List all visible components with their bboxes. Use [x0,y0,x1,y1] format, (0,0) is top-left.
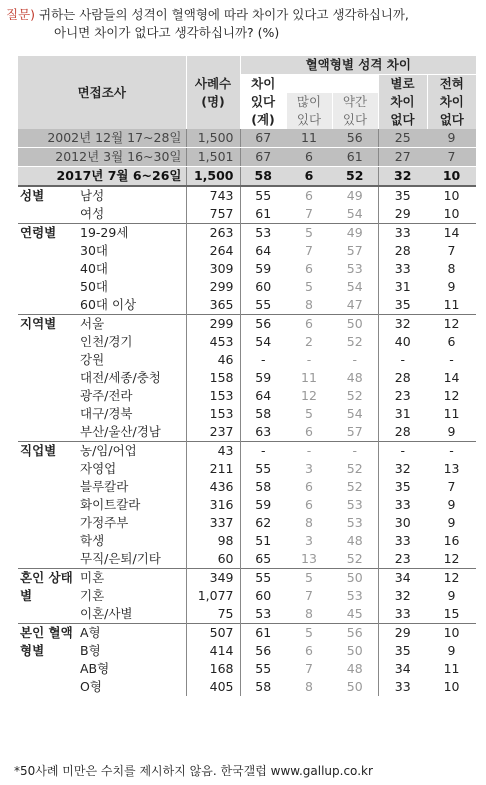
cell-some: 45 [346,606,363,621]
cell-some: 48 [346,370,363,385]
trend-yes: 67 [240,129,286,148]
cell-rarely: 33 [378,532,427,550]
sub-label: 농/임/어업 [80,442,186,461]
cell-n: 153 [186,405,240,423]
cell-much: 5 [286,624,332,643]
cell-rarely: 34 [378,569,427,588]
cell-n: 337 [186,514,240,532]
table-row [18,186,476,205]
cell-much: 6 [305,479,313,494]
trend-row-current [18,167,476,187]
cell-some: 48 [346,533,363,548]
cell-some: 52 [346,479,363,494]
table-row [18,296,476,315]
header-much-2: 있다 [286,111,332,129]
table-row [18,442,476,461]
cell-much: 6 [305,188,313,203]
trend-yes: 58 [240,167,286,187]
cell-much: 13 [301,551,317,566]
cell-none: 7 [447,479,456,494]
sub-label: 여성 [80,206,105,221]
table-row [18,624,476,643]
cell-much: 6 [305,643,313,658]
cell-n: 299 [186,278,240,296]
table-row [18,387,476,405]
cell-some: 50 [346,679,363,694]
sub-label: 자영업 [80,461,117,476]
header-some-1: 약간 [332,93,378,111]
cell-n: 507 [186,624,240,643]
cell-none: 12 [443,388,460,403]
cell-rarely: 35 [378,296,427,315]
cell-yes: 61 [240,624,286,643]
cell-rarely: 29 [378,624,427,643]
header-survey: 면접조사 [18,56,186,129]
cell-rarely: 31 [378,278,427,296]
sub-label: 화이트칼라 [80,497,141,512]
cell-n: 453 [186,333,240,351]
cell-rarely: 35 [378,642,427,660]
trend-none: 7 [427,148,476,167]
cell-some: 53 [346,261,363,276]
cell-yes: 63 [240,423,286,442]
cell-some: 56 [332,624,378,643]
cell-rarely: 28 [378,423,427,442]
cell-none: 11 [443,297,460,312]
cell-yes: 56 [240,642,286,660]
sub-label: 블루칼라 [80,479,129,494]
cell-much: 7 [305,588,313,603]
cell-none: 8 [447,261,456,276]
header-yes-3: (계) [240,111,286,129]
cell-n: 309 [186,260,240,278]
sub-label: A형 [80,624,186,643]
cell-none: 10 [443,188,460,203]
cell-much: 7 [305,206,313,221]
cell-yes: 65 [240,550,286,569]
cell-n: 158 [186,369,240,387]
cell-n: 436 [186,478,240,496]
cell-none: 9 [447,497,456,512]
cell-yes: 55 [240,460,286,478]
trend-row [18,129,476,148]
sub-label: 서울 [80,315,186,334]
table-row [18,678,476,696]
table-row [18,315,476,334]
cell-much: - [286,442,332,461]
sub-label: 미혼 [80,569,186,588]
cell-rarely: 35 [378,478,427,496]
cell-yes: 59 [240,496,286,514]
cell-yes: 55 [240,296,286,315]
cell-rarely: 33 [378,496,427,514]
cell-yes: 53 [240,224,286,243]
trend-rarely: 27 [378,148,427,167]
trend-label: 2012년 3월 16~30일 [18,148,186,167]
cell-none: 12 [443,551,460,566]
table-row [18,478,476,496]
cell-none: 11 [443,406,460,421]
cell-none: 9 [447,588,456,603]
cell-much: 8 [305,297,313,312]
cell-n: 98 [186,532,240,550]
table-row [18,242,476,260]
group-label: 연령별 [18,224,80,315]
cell-rarely: 33 [378,605,427,624]
cell-n: 75 [186,605,240,624]
question-label: 질문) [6,7,36,22]
trend-yes: 67 [240,148,286,167]
cell-much: 5 [286,224,332,243]
cell-some: 53 [346,515,363,530]
cell-much: 6 [305,424,313,439]
cell-none: 9 [447,279,456,294]
cell-much: 3 [305,533,313,548]
table-row [18,278,476,296]
table-row [18,224,476,243]
sub-label: 강원 [80,352,105,367]
header-rarely-1: 별로 [378,75,427,94]
cell-some: 52 [346,334,363,349]
cell-none: 7 [447,243,456,258]
cell-much: 5 [305,406,313,421]
trend-some: 52 [332,167,378,187]
cell-yes: 60 [240,278,286,296]
sub-label: 19-29세 [80,224,186,243]
trend-n: 1,500 [186,167,240,187]
cell-yes: - [240,351,286,369]
cell-yes: 56 [240,315,286,334]
cell-yes: 58 [240,678,286,696]
cell-much: 8 [305,679,313,694]
header-sample [186,56,240,129]
sub-label: B형 [80,643,101,658]
header-none-1: 전혀 [427,75,476,94]
group-label: 직업별 [18,442,80,569]
group-label: 혼인 상태별 [18,569,80,624]
cell-n: 349 [186,569,240,588]
table-row [18,550,476,569]
cell-rarely: 31 [378,405,427,423]
cell-n: 263 [186,224,240,243]
cell-much: 3 [305,461,313,476]
header-rarely-2: 차이 [378,93,427,111]
cell-none: 14 [427,224,476,243]
cell-yes: 55 [240,660,286,678]
cell-some: 54 [346,206,363,221]
table-row [18,205,476,224]
cell-n: 237 [186,423,240,442]
trend-some: 56 [332,129,378,148]
cell-none: - [427,442,476,461]
table-row [18,405,476,423]
header-sample-unit: (명) [201,93,225,109]
group-label: 지역별 [18,315,80,442]
header-none-3: 없다 [427,111,476,129]
cell-much: 6 [305,497,313,512]
table-row [18,460,476,478]
sub-label: 60대 이상 [80,297,137,312]
group-label: 본인 혈액형별 [18,624,80,697]
cell-some: - [352,352,357,367]
cell-n: 405 [186,678,240,696]
cell-n: 168 [186,660,240,678]
cell-some: 53 [346,588,363,603]
cell-none: 10 [427,624,476,643]
header-yes-2: 있다 [240,93,286,111]
cell-some: 48 [346,661,363,676]
trend-n: 1,501 [186,148,240,167]
sub-label: 학생 [80,533,105,548]
cell-some: 50 [332,569,378,588]
table-row [18,532,476,550]
cell-n: 60 [186,550,240,569]
cell-n: 299 [186,315,240,334]
cell-much: 8 [305,515,313,530]
sub-label: 광주/전라 [80,388,133,403]
cell-none: 11 [443,661,460,676]
cell-some: 57 [346,243,363,258]
cell-yes: 58 [240,478,286,496]
cell-none: 6 [447,334,456,349]
cell-rarely: 29 [378,205,427,224]
trend-row [18,148,476,167]
cell-none: 16 [443,533,460,548]
cell-rarely: 28 [378,242,427,260]
header-yes-1: 차이 [240,75,286,94]
cell-n: 365 [186,296,240,315]
sub-label: 50대 [80,279,108,294]
cell-n: 316 [186,496,240,514]
table-row [18,496,476,514]
header-group-title: 혈액형별 성격 차이 [240,56,476,75]
cell-some: 54 [346,279,363,294]
cell-some: 53 [346,497,363,512]
table-row [18,514,476,532]
sub-label: 이혼/사별 [80,606,133,621]
trend-label: 2002년 12월 17~28일 [18,129,186,148]
table-row [18,605,476,624]
cell-yes: 64 [240,387,286,405]
table-row [18,369,476,387]
cell-much: 6 [305,261,313,276]
cell-some: - [332,442,378,461]
cell-rarely: 35 [378,186,427,205]
cell-some: 50 [332,315,378,334]
cell-none: 10 [443,206,460,221]
cell-none: 9 [447,515,456,530]
trend-much: 6 [286,167,332,187]
cell-rarely: 33 [378,260,427,278]
cell-none: 10 [443,679,460,694]
cell-n: 211 [186,460,240,478]
cell-yes: 55 [240,186,286,205]
cell-some: 57 [346,424,363,439]
cell-rarely: 23 [378,550,427,569]
trend-some: 61 [332,148,378,167]
cell-yes: 55 [240,569,286,588]
trend-none: 10 [427,167,476,187]
header-none-2: 차이 [427,93,476,111]
cell-some: 52 [346,551,363,566]
sub-label: 무직/은퇴/기타 [80,551,161,566]
sub-label: 30대 [80,243,108,258]
footnote: *50사례 미만은 수치를 제시하지 않음. 한국갤럽 www.gallup.co.kr [14,764,373,778]
cell-none: 9 [447,643,456,658]
cell-none: 13 [443,461,460,476]
cell-much: 11 [301,370,317,385]
table-row [18,260,476,278]
cell-none: 12 [427,569,476,588]
cell-yes: 64 [240,242,286,260]
cell-rarely: 30 [378,514,427,532]
cell-yes: 51 [240,532,286,550]
sub-label: AB형 [80,661,110,676]
table-row [18,351,476,369]
sub-label: 대전/세종/충청 [80,370,161,385]
cell-rarely: 33 [378,678,427,696]
cell-none: - [449,352,454,367]
cell-yes: 60 [240,587,286,605]
cell-much: - [306,352,312,367]
header-sample-label: 사례수 [194,75,232,91]
cell-yes: 58 [240,405,286,423]
cell-yes: 59 [240,260,286,278]
cell-yes: 62 [240,514,286,532]
cell-some: 49 [346,188,363,203]
question-line2: 아니면 차이가 없다고 생각하십니까? (%) [54,25,280,40]
sub-label: 부산/울산/경남 [80,424,161,439]
table-body [18,129,476,696]
cell-rarely: 28 [378,369,427,387]
cell-some: 50 [346,643,363,658]
trend-rarely: 32 [378,167,427,187]
cell-some: 54 [346,406,363,421]
cell-n: 757 [186,205,240,224]
cell-rarely: 32 [378,315,427,334]
cell-n: 743 [186,186,240,205]
cell-much: 8 [305,606,313,621]
trend-rarely: 25 [378,129,427,148]
cell-n: 46 [186,351,240,369]
sub-label: 남성 [80,188,105,203]
sub-label: 40대 [80,261,108,276]
cell-n: 43 [186,442,240,461]
cell-much: 5 [305,279,313,294]
header-rarely-3: 없다 [378,111,427,129]
cell-rarely: 32 [378,587,427,605]
cell-some: 52 [346,388,363,403]
cell-much: 7 [305,243,313,258]
cell-rarely: - [378,442,427,461]
trend-label: 2017년 7월 6~26일 [18,167,186,187]
table-row [18,569,476,588]
cell-rarely: 33 [378,224,427,243]
question [6,6,480,42]
cell-n: 153 [186,387,240,405]
cell-yes: 53 [240,605,286,624]
cell-none: 14 [443,370,460,385]
cell-rarely: 34 [378,660,427,678]
table-row [18,587,476,605]
header-some-2: 있다 [332,111,378,129]
cell-much: 12 [301,388,317,403]
table-row [18,642,476,660]
cell-none: 15 [443,606,460,621]
results-table [18,56,476,696]
header-much-1: 많이 [286,93,332,111]
cell-much: 7 [305,661,313,676]
cell-rarely: - [378,351,427,369]
cell-rarely: 40 [378,333,427,351]
cell-rarely: 23 [378,387,427,405]
cell-some: 47 [346,297,363,312]
cell-rarely: 32 [378,460,427,478]
table-row [18,660,476,678]
cell-much: 2 [305,334,313,349]
cell-yes: 61 [240,205,286,224]
cell-much: 5 [286,569,332,588]
sub-label: 대구/경북 [80,406,133,421]
cell-none: 12 [427,315,476,334]
cell-yes: - [240,442,286,461]
sub-label: 기혼 [80,588,105,603]
question-line1: 귀하는 사람들의 성격이 혈액형에 따라 차이가 있다고 생각하십니까, [39,7,409,22]
cell-n: 414 [186,642,240,660]
trend-none: 9 [427,129,476,148]
cell-much: 6 [286,315,332,334]
trend-much: 11 [286,129,332,148]
sub-label: O형 [80,679,102,694]
cell-n: 1,077 [186,587,240,605]
trend-much: 6 [286,148,332,167]
cell-some: 52 [346,461,363,476]
sub-label: 인천/경기 [80,334,133,349]
table-row [18,423,476,442]
group-label: 성별 [20,188,45,203]
trend-n: 1,500 [186,129,240,148]
cell-none: 9 [447,424,456,439]
sub-label: 가정주부 [80,515,129,530]
cell-some: 49 [332,224,378,243]
table-row [18,333,476,351]
cell-yes: 54 [240,333,286,351]
cell-yes: 59 [240,369,286,387]
cell-n: 264 [186,242,240,260]
